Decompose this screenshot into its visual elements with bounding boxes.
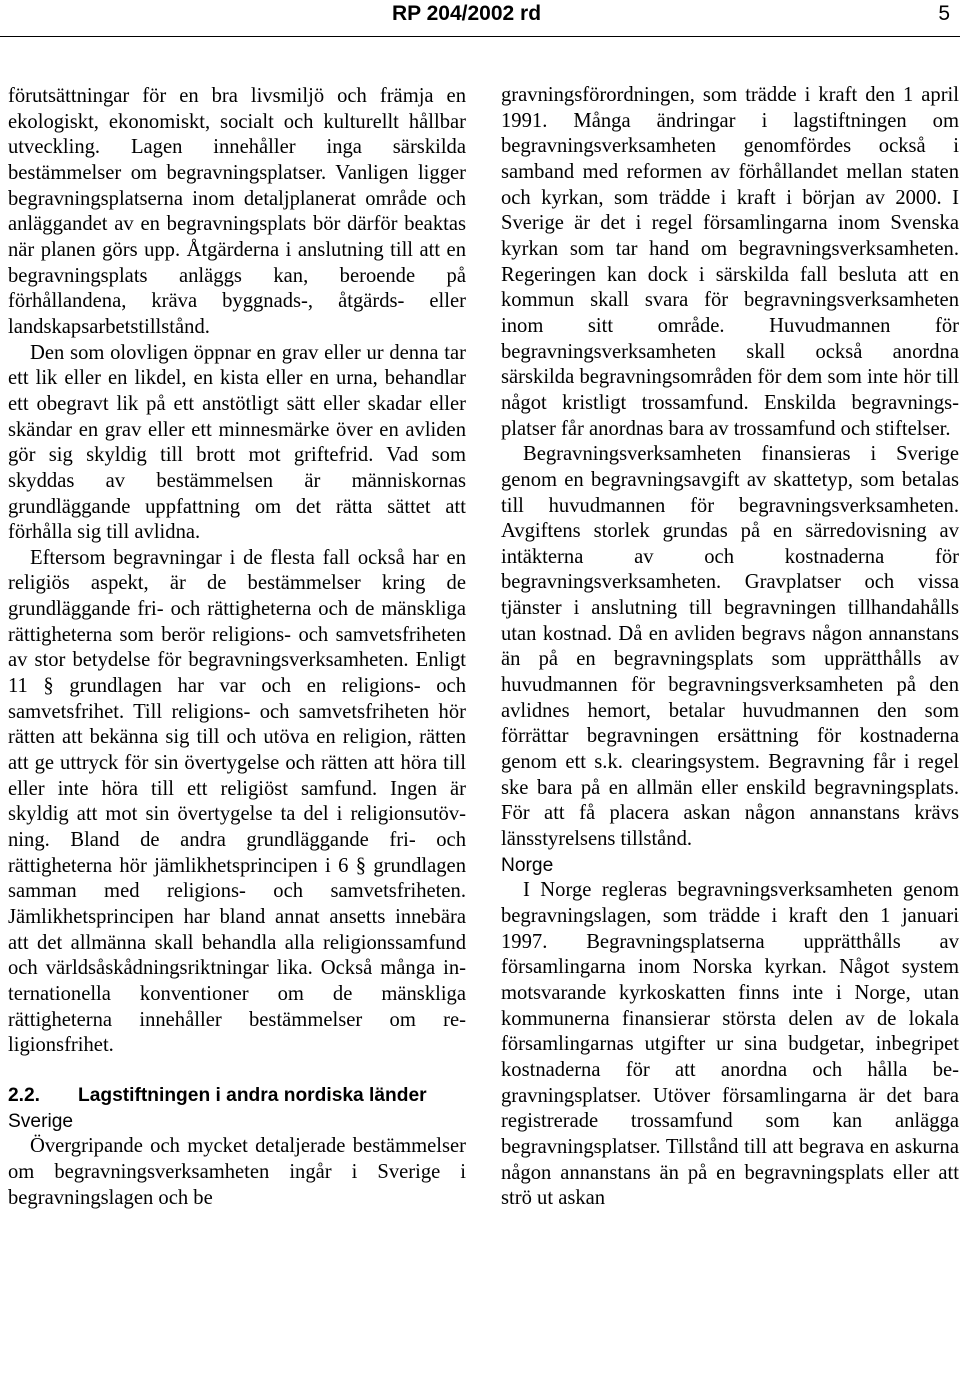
paragraph: förutsättningar för en bra livsmiljö och främja en ekologiskt, ekonomiskt, socialt och kulturellt hållbar utveckling. Lagen innehåller inga särskilda bestämmelser om begravningsplatser. Vanligen ligger begravningsplatserna inom detaljplanerat område och anläggandet av en begravningsplats bör därför beaktas när planen görs upp. Åtgärderna i anslutning till att en begravningsplats anläggs kan, beroende på förhållandena, kräva byggnads-, åtgärds- eller landskapsarbetstillstånd. [8, 85, 466, 338]
right-column [501, 83, 959, 1212]
left-column [8, 84, 466, 1211]
document-id: RP 204/2002 rd [392, 2, 542, 25]
page-number: 5 [938, 2, 950, 25]
section-heading [8, 1083, 466, 1109]
section-number: 2.2. [8, 1084, 41, 1106]
paragraph: Den som olovligen öppnar en grav eller ur denna tar ett lik eller en likdel, en kista eller en urna, behandlar ett obegravt lik på ett anstötligt sätt eller skadar eller skändar en grav eller ett minnesmärke över en avliden gör sig skyldig till brott mot griftefrid. Vad som skyddas av bestämmelsen är människornas grundläggande uppfattning om det rätta sättet att förhålla sig till avlidna. [8, 341, 466, 544]
paragraph: Begravningsverksamheten finansieras i Sverige genom en begravningsavgift av skattetyp, som betalas till huvudmannen för begravningsverksamheten. Avgiftens storlek grundas på en särredovisning av intäkterna av och kostnaderna för begravningsverksamheten. Gravplatser och vissa tjänster i anslutning till begravningen tillhandahålls utan kostnad. Då en avliden begravs någon annanstans än på en begravningsplats som upprätthålls av huvudmannen för begravningsverksamheten på den avlidnes hemort, betalar huvudmannen den som förrättar begravningen ersättning för kostnaderna genom ett s.k. clearingsystem. Begravning får i regel ske bara på en allmän eller enskild begravningsplats. För att få placera askan någon annanstans krävs länsstyrelsens tillstånd. [501, 443, 959, 851]
header-rule [0, 36, 960, 37]
subsection-heading-norway: Norge [501, 854, 554, 876]
subsection-heading-sweden: Sverige [8, 1110, 74, 1132]
paragraph: Eftersom begravningar i de flesta fall också har en religiös aspekt, är de bestämmelser kring de grundläggande fri- och rättigheterna och de mänskliga rättigheterna som berör religions- och samvetsfriheten av stor betydelse för begravningsverksamheten. Enligt 11 § grundlagen har var och en religions- och samvetsfrihet. Till religions- och samvetsfriheten hör rätten att bekänna sig till och utöva en religion, rätten att ge uttryck för sin övertygelse och rätten att höra till eller inte höra till ett religiöst samfund. Ingen är skyldig att mot sin övertygelse ta del i religionsutövning. Bland de andra grundläggande fri- och rättigheterna hör jämlikhetsprincipen i 6 § grundlagen samman med religions- och samvetsfriheten. Jämlikhetsprincipen har bland annat ansetts innebära att det allmänna skall behandla alla religionssamfund och världsåskådningsriktningar lika. Också många internationella konventioner om de mänskliga rättigheterna innehåller bestämmelser om religionsfrihet. [8, 546, 466, 1057]
paragraph: gravningsförordningen, som trädde i kraft den 1 april 1991. Många ändringar i lagstiftningen om begravningsverksamheten genomfördes också i samband med reformen av förhållandet mellan staten och kyrkan, som trädde i kraft i början av 2000. I Sverige är det i regel församlingarna inom Svenska kyrkan som tar hand om begravningsverksamheten. Regeringen kan dock i särskilda fall besluta att en kommun skall svara för begravningsverksamheten inom sitt område. Huvudmannen för begravningsverksamheten skall också anordna särskilda begravningsområden för dem som inte hör till något kristligt trossamfund. Enskilda begravningsplatser får anordnas bara av trossamfund och stiftelser. [501, 84, 959, 440]
paragraph: I Norge regleras begravningsverksamheten genom begravningslagen, som trädde i kraft den 1 januari 1997. Begravningsplatserna upprätthålls av församlingarna inom Norska kyrkan. Något system motsvarande kyrkoskatten finns inte i Norge, utan kommunerna finansierar största delen av de lokala församlingarnas utgifter ur sina budgetar, inbegripet kostnaderna för att anordna och hålla begravningsplatser. Utöver församlingarna är det bara registrerade trossamfund som kan anlägga begravningsplatser. Tillstånd till att begrava en askurna någon annanstans än på en begravningsplats eller att strö ut askan [501, 879, 959, 1210]
page-header [0, 0, 960, 30]
paragraph: Övergripande och mycket detaljerade bestämmelser om begravningsverksamheten ingår i Sverige i begravningslagen och be [8, 1135, 466, 1209]
section-title: Lagstiftningen i andra nordiska länder [78, 1084, 427, 1106]
